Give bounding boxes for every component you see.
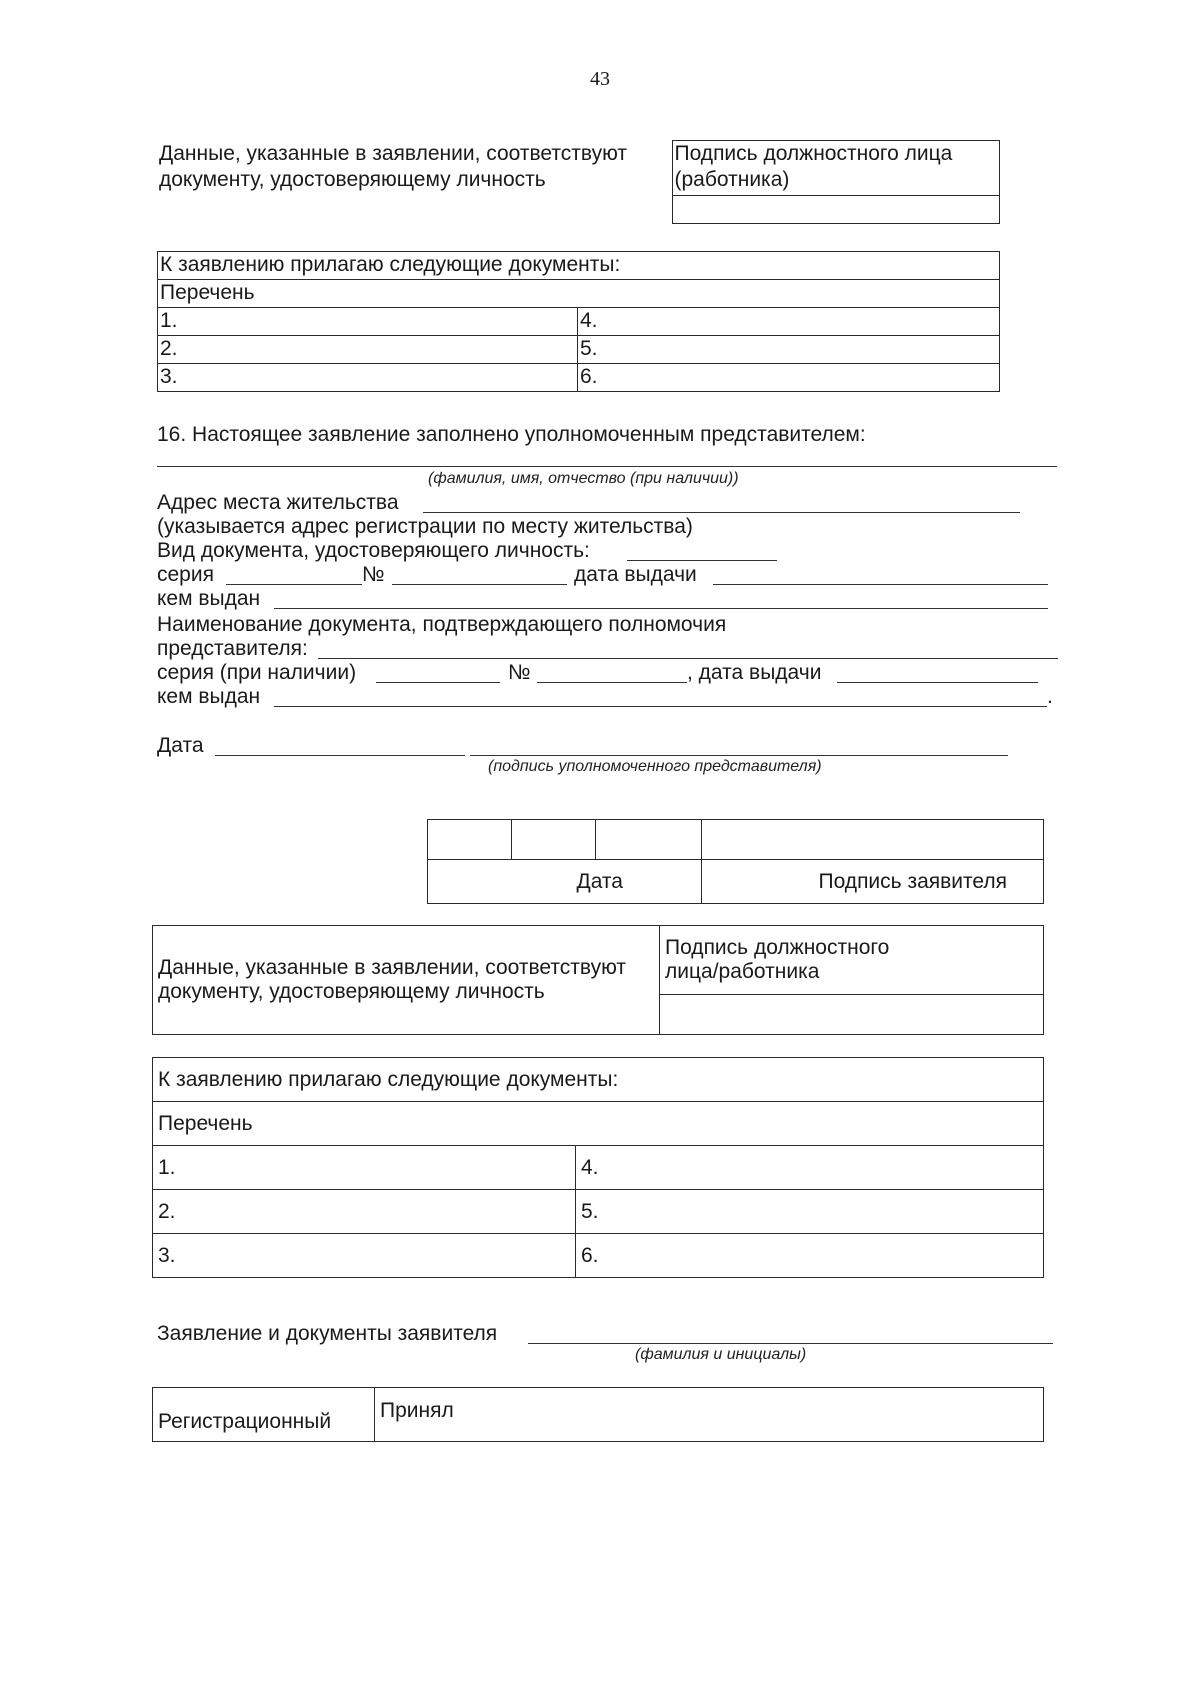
series-label: серия	[157, 563, 214, 586]
series-optional-field[interactable]	[376, 682, 500, 683]
list-item[interactable]: 6.	[576, 1234, 1044, 1278]
number-label-2: №	[508, 661, 531, 684]
page-number: 43	[590, 68, 610, 90]
number-label: №	[362, 563, 385, 586]
issued-by-field-2[interactable]	[274, 706, 1047, 707]
issue-date-label: дата выдачи	[574, 563, 697, 586]
representative-label: представителя:	[157, 637, 308, 660]
attachments-header-2: К заявлению прилагаю следующие документы:	[153, 1058, 1044, 1102]
list-item[interactable]: 5.	[578, 336, 1000, 364]
receipt-label: Заявление и документы заявителя	[157, 1322, 498, 1345]
list-item[interactable]: 3.	[153, 1234, 576, 1278]
applicant-signature-caption: Подпись заявителя	[702, 860, 1044, 904]
representative-heading: 16. Настоящее заявление заполнено уполномоченным представителем:	[157, 423, 866, 446]
attachments-table-2	[152, 1057, 1044, 1278]
list-item[interactable]: 6.	[578, 364, 1000, 392]
issue-date-field-2[interactable]	[837, 682, 1038, 683]
verify-text-2: Данные, указанные в заявлении, соответствуют документу, удостоверяющему личность	[153, 926, 660, 1035]
list-item[interactable]: 2.	[153, 1190, 576, 1234]
number-field[interactable]	[392, 584, 567, 585]
verify-text: Данные, указанные в заявлении, соответствуют документу, удостоверяющему личность	[159, 141, 627, 191]
representative-signature-field[interactable]	[470, 755, 1008, 756]
date-label: Дата	[157, 734, 204, 757]
attachments-table-1	[157, 251, 1000, 392]
registration-label: Регистрационный	[153, 1388, 375, 1442]
series-field[interactable]	[226, 584, 362, 585]
representative-name-field[interactable]	[157, 466, 1057, 467]
address-field[interactable]	[423, 512, 1020, 513]
applicant-sign-table	[427, 819, 1044, 904]
date-caption: Дата	[428, 860, 702, 904]
list-item[interactable]: 1.	[153, 1146, 576, 1190]
issue-date-label-2: , дата выдачи	[687, 661, 822, 684]
issue-date-field[interactable]	[713, 584, 1048, 585]
name-hint: (фамилия, имя, отчество (при наличии))	[428, 470, 739, 487]
signature-label: Подпись должностного лица (работника)	[672, 141, 999, 196]
attachments-header: К заявлению прилагаю следующие документы:	[158, 252, 1000, 280]
verify-table-1	[157, 140, 1000, 224]
date-cell[interactable]	[512, 820, 596, 860]
date-cell[interactable]	[596, 820, 702, 860]
receipt-name-field[interactable]	[528, 1343, 1053, 1344]
signature-label-2: Подпись должностного лица/работника	[660, 926, 1044, 995]
signature-hint: (подпись уполномоченного представителя)	[488, 758, 822, 775]
date-field[interactable]	[215, 755, 465, 756]
list-item[interactable]: 1.	[158, 308, 578, 336]
signature-field-2[interactable]	[660, 995, 1044, 1035]
list-item[interactable]: 2.	[158, 336, 578, 364]
registration-table	[152, 1387, 1044, 1442]
accepted-label: Принял	[375, 1388, 1044, 1442]
number-field-2[interactable]	[537, 682, 687, 683]
list-item[interactable]: 3.	[158, 364, 578, 392]
verify-table-2	[152, 925, 1044, 1035]
list-item[interactable]: 4.	[576, 1146, 1044, 1190]
authority-doc-label: Наименование документа, подтверждающего полномочия	[157, 613, 727, 636]
date-cell[interactable]	[428, 820, 512, 860]
address-label: Адрес места жительства	[157, 491, 399, 514]
list-label: Перечень	[158, 280, 1000, 308]
id-doc-label: Вид документа, удостоверяющего личность:	[157, 539, 590, 562]
address-hint: (указывается адрес регистрации по месту жительства)	[157, 515, 693, 538]
list-item[interactable]: 4.	[578, 308, 1000, 336]
applicant-signature-cell[interactable]	[702, 820, 1044, 860]
signature-field[interactable]	[672, 196, 999, 224]
period: .	[1047, 685, 1053, 708]
receipt-hint: (фамилия и инициалы)	[635, 1346, 807, 1363]
series-optional-label: серия (при наличии)	[157, 661, 357, 684]
authority-doc-field[interactable]	[318, 658, 1058, 659]
issued-by-label: кем выдан	[157, 587, 261, 610]
id-doc-field[interactable]	[627, 560, 777, 561]
list-item[interactable]: 5.	[576, 1190, 1044, 1234]
list-label-2: Перечень	[153, 1102, 1044, 1146]
issued-by-field[interactable]	[274, 608, 1048, 609]
issued-by-label-2: кем выдан	[157, 685, 261, 708]
